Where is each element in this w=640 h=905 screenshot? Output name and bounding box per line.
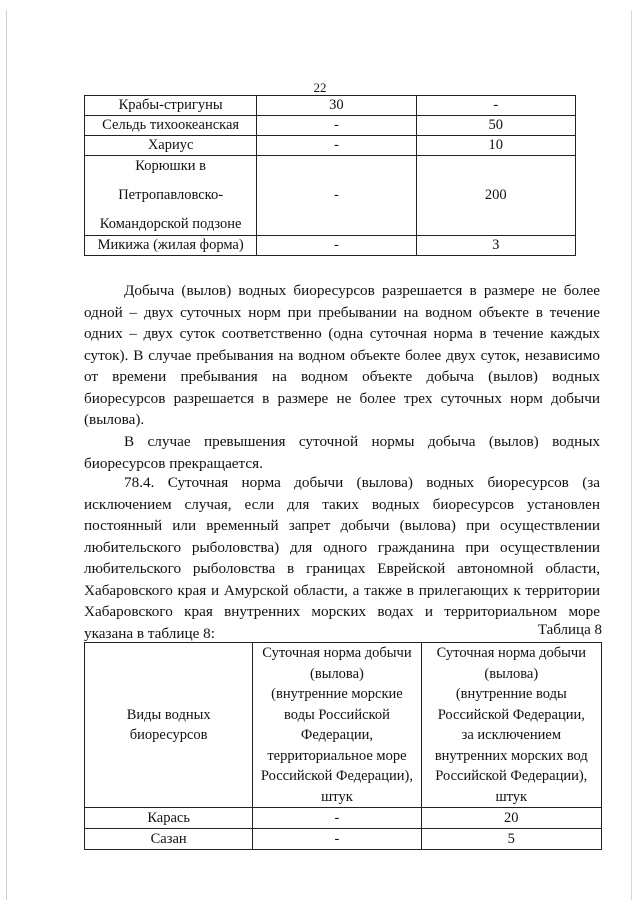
header-cell-species xyxy=(85,643,253,808)
table-8 xyxy=(84,642,602,850)
header-line: штук xyxy=(321,788,353,805)
species-name-line: Командорской подзоне xyxy=(99,216,242,232)
norm-cell: 3 xyxy=(416,236,575,256)
species-cell: Сазан xyxy=(85,829,253,850)
header-line: воды Российской xyxy=(284,706,390,723)
header-line: (вылова) xyxy=(310,665,364,682)
header-line: Российской Федерации, xyxy=(437,706,585,723)
norm-cell: 5 xyxy=(421,829,601,850)
norm-cell: - xyxy=(257,116,416,136)
header-line: Суточная норма добычи xyxy=(436,645,586,661)
table-row xyxy=(85,829,602,850)
header-line: (внутренние воды xyxy=(455,686,567,702)
header-line: Виды водных xyxy=(126,706,211,723)
table-row xyxy=(85,96,576,116)
species-cell xyxy=(85,156,257,236)
table-row xyxy=(85,236,576,256)
species-cell: Микижа (жилая форма) xyxy=(85,236,257,256)
header-line: за исключением xyxy=(461,727,561,743)
header-line: территориальное море xyxy=(267,747,407,764)
header-line: внутренних морских вод xyxy=(434,747,588,764)
norm-cell: 20 xyxy=(421,808,601,829)
norm-cell: - xyxy=(257,136,416,156)
header-line: Федерации, xyxy=(300,727,373,743)
table-header-row xyxy=(85,643,602,808)
norm-cell: - xyxy=(253,829,421,850)
species-cell: Сельдь тихоокеанская xyxy=(85,116,257,136)
norm-cell: 200 xyxy=(416,156,575,236)
species-cell: Хариус xyxy=(85,136,257,156)
table-caption: Таблица 8 xyxy=(537,622,602,638)
species-name-line: Петропавловско- xyxy=(118,187,224,203)
header-line: (внутренние морские xyxy=(271,686,403,702)
species-name-line: Корюшки в xyxy=(135,158,206,174)
header-line: Суточная норма добычи xyxy=(262,645,412,661)
norm-cell: - xyxy=(253,808,421,829)
table-row xyxy=(85,808,602,829)
norm-cell: - xyxy=(257,236,416,256)
table-row xyxy=(85,156,576,236)
header-line: биоресурсов xyxy=(129,727,208,743)
header-line: Российской Федерации), xyxy=(435,768,588,784)
norm-cell: 50 xyxy=(416,116,575,136)
paragraph-clause-78-4: 78.4. Суточная норма добычи (вылова) водных биоресурсов (за исключением случая, если для таких водных биоресурсов установлен постоянный или временный запрет добычи (вылова) при осуществлении любительского рыболовства) для одного гражданина при осуществлении любительского рыболовства в границах Еврейской автономной области, Хабаровского края и Амурской области, а также в прилегающих к территории Хабаровского края внутренних морских водах и территориальном море указана в таблице 8: xyxy=(84,474,600,642)
paragraph: В случае превышения суточной нормы добыча (вылов) водных биоресурсов прекращается. xyxy=(84,433,600,472)
header-line: (вылова) xyxy=(484,665,539,682)
page-number: 22 xyxy=(313,80,327,95)
catch-norm-table-continued xyxy=(84,95,576,256)
norm-cell: - xyxy=(257,156,416,236)
header-cell-inland-waters xyxy=(421,643,601,808)
table-row xyxy=(85,136,576,156)
header-line: Российской Федерации), xyxy=(260,768,413,784)
table-row xyxy=(85,116,576,136)
norm-cell: 10 xyxy=(416,136,575,156)
header-line: штук xyxy=(495,788,528,805)
scan-edge-right xyxy=(631,10,632,900)
header-cell-sea-waters xyxy=(253,643,421,808)
norm-cell: - xyxy=(416,96,575,116)
scan-edge-left xyxy=(6,10,7,900)
species-cell: Карась xyxy=(85,808,253,829)
species-cell: Крабы-стригуны xyxy=(85,96,257,116)
norm-cell: 30 xyxy=(257,96,416,116)
paragraph: Добыча (вылов) водных биоресурсов разрешается в размере не более одной – двух суточных норм при пребывании на водном объекте в течение одних – двух суток соответственно (одна суточная норма в течение каждых суток). В случае пребывания на водном объекте более двух суток, независимо от времени пребывания на водном объекте добыча (вылов) водных биоресурсов разрешается в размере не более трех суточных норм добычи (вылова). xyxy=(84,282,600,428)
